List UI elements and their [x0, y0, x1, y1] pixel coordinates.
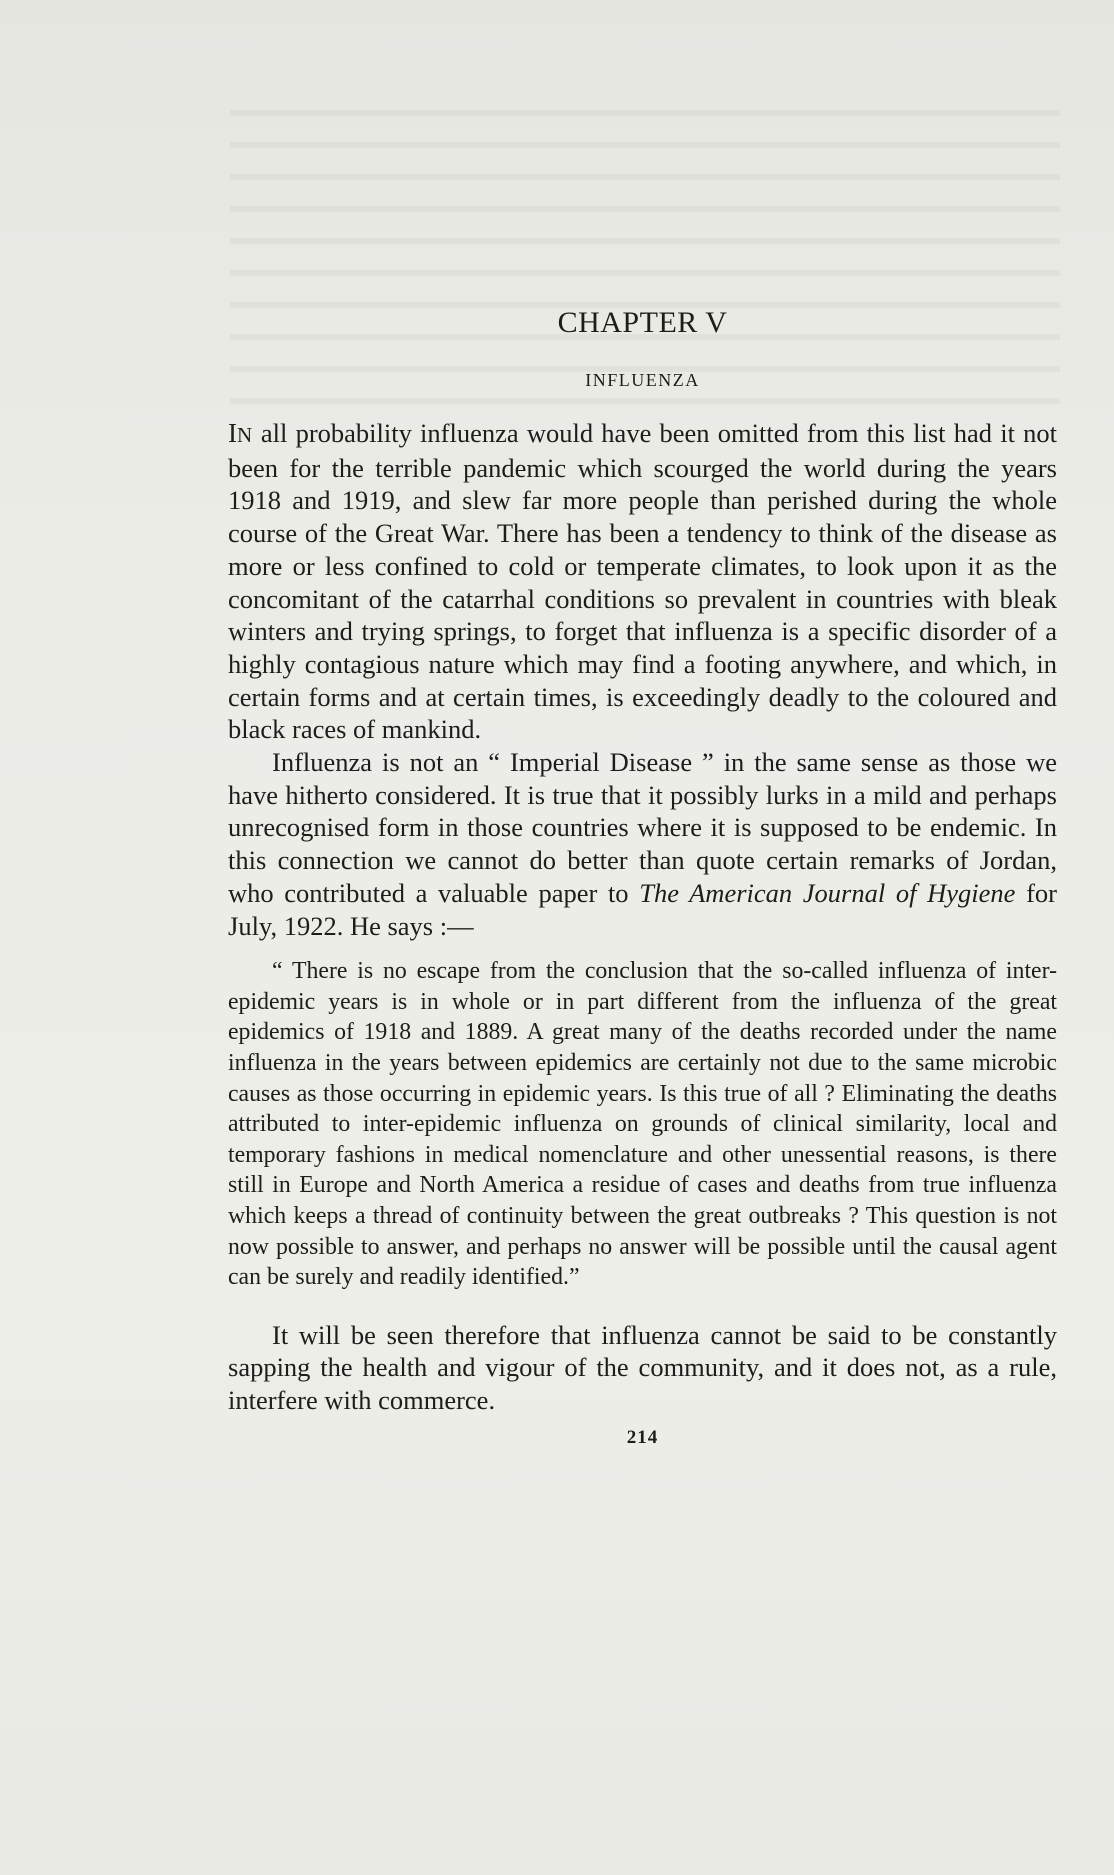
- paragraph-opening-text: all probability influenza would have been omitted from this list had it not been for the terrible pandemic which scourged the world during the years 1918 and 1919, and slew far more people than perished during the whole course of the Great War. There has been a tendency to think of the disease as more or less confined to cold or temperate climates, to look upon it as the concomitant of the catarrhal conditions so prevalent in countries with bleak winters and trying springs, to forget that influenza is a specific disorder of a highly contagious nature which may find a footing anywhere, and which, in certain forms and at certain times, is exceedingly deadly to the coloured and black races of mankind.: [228, 418, 1057, 745]
- chapter-title: CHAPTER V: [557, 306, 728, 339]
- journal-title: The American Journal of Hygiene: [639, 877, 1016, 908]
- paragraph-closing: It will be seen therefore that influenza cannot be said to be constantly sapping the health and vigour of the community, and it does not, as a rule, interfere with commerce.: [228, 1319, 1057, 1416]
- paragraph-text-end: for July, 1922. He says :—: [228, 877, 1057, 941]
- page-number: 214: [626, 1426, 659, 1448]
- small-caps-letters: N: [237, 423, 253, 447]
- block-quote: “ There is no escape from the conclusion that the so-called influenza of inter-epidemic years is in whole or in part different from the influenza of the great epidemics of 1918 and 1889. A great many of the deaths recorded under the name influenza in the years between epidemics are certainly not due to the same microbic causes as those occurring in epidemic years. Is this true of all ? Eliminating the deaths attributed to inter-epidemic influenza on grounds of clinical similarity, local and temporary fashions in medical nomenclature and other unessential reasons, is there still in Europe and North America a residue of cases and deaths from true influenza which keeps a thread of continuity between the great outbreaks ? This question is not now possible to answer, and perhaps no answer will be possible until the causal agent can be surely and readily identified.”: [228, 958, 1057, 1291]
- paragraph-text: Influenza is not an “ Imperial Disease ” in the same sense as those we have hitherto considered. It is true that it possibly lurks in a mild and perhaps unrecognised form in those countries where it is supposed to be endemic. In this connection we cannot do better than quote certain remarks of Jordan, who contributed a valuable paper to: [228, 747, 1057, 908]
- text-block: [228, 306, 1057, 1449]
- drop-initial: I: [228, 418, 237, 448]
- paragraph-imperial-disease: [228, 746, 1057, 942]
- section-title: INFLUENZA: [585, 370, 700, 390]
- paragraph-opening: [228, 417, 1057, 746]
